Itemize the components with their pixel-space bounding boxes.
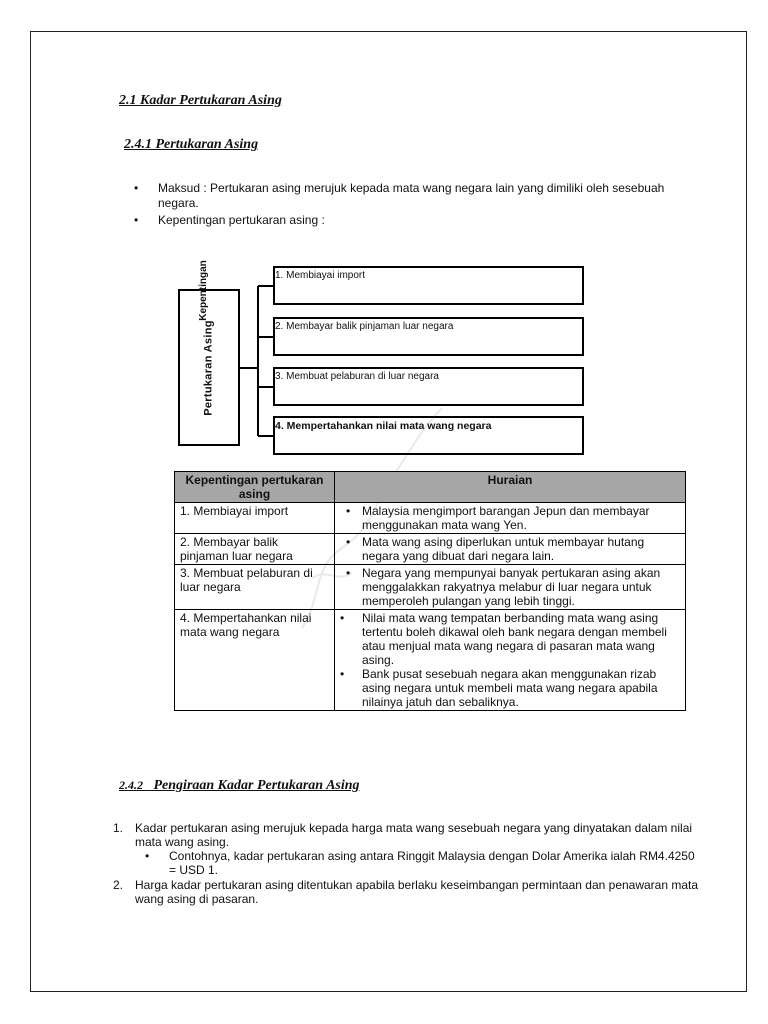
table-cell: 1. Membiayai import [175,503,335,534]
list-item: 1. Kadar pertukaran asing merujuk kepada harga mata wang sesebuah negara yang dinyatakan dalam nilai mata wang asing. • Contohnya, kadar pertukaran asing antara Ringgit Malaysia dengan Dolar Amerika ialah RM4.4250 = USD 1. [113,821,703,877]
list-item: 2. Harga kadar pertukaran asing ditentukan apabila berlaku keseimbangan permintaan dan penawaran mata wang asing di pasaran. [113,878,699,906]
list-item: • Malaysia mengimport barangan Jepun dan membayar menggunakan mata wang Yen. [346,504,650,532]
list-item: • Mata wang asing diperlukan untuk membayar hutang negara yang dibuat dari negara lain. [346,535,645,563]
diagram-root-top-label: Kepentingan [197,259,209,321]
numbered-list [113,821,703,907]
table-cell [335,534,686,565]
subsection-heading: 2.4.1 Pertukaran Asing [124,137,259,152]
table-row [175,503,686,534]
list-item: • Nilai mata wang tempatan berbanding mata wang asing tertentu boleh dikawal oleh bank negara dengan membeli atau menjual mata wang negara di pasaran mata wang asing. [340,611,667,667]
importance-table [174,471,686,711]
table-row [175,610,686,711]
table-cell [335,610,686,711]
diagram-box-1: 1. Membiayai import [273,266,584,305]
subsection2-number: 2.4.2 [119,778,143,792]
list-item: • Bank pusat sesebuah negara akan menggunakan rizab asing negara untuk membeli mata wang negara apabila nilainya jatuh dan sebaliknya. [340,667,658,709]
list-item: • Contohnya, kadar pertukaran asing antara Ringgit Malaysia dengan Dolar Amerika ialah RM4.4250 = USD 1. [145,849,695,877]
diagram-box-2: 2. Membayar balik pinjaman luar negara [273,317,584,356]
table-cell [335,503,686,534]
diagram-box-3: 3. Membuat pelaburan di luar negara [273,367,584,406]
subsection2-heading [119,778,360,794]
list-item: • Kepentingan pertukaran asing : [134,213,325,227]
table-cell: 2. Membayar balik pinjaman luar negara [175,534,335,565]
diagram-root-label: Pertukaran Asing [203,319,216,416]
table-cell: 4. Mempertahankan nilai mata wang negara [175,610,335,711]
table-header-importance: Kepentingan pertukaran asing [175,472,335,503]
intro-bullet-list [131,181,701,230]
table-row [175,534,686,565]
list-item: • Negara yang mempunyai banyak pertukaran asing akan menggalakkan rakyatnya melabur di luar negara untuk memperoleh pulangan yang lebih tinggi. [346,566,661,608]
list-item: • Maksud : Pertukaran asing merujuk kepada mata wang negara lain yang dimiliki oleh sesebuah negara. [134,181,665,210]
table-row [175,565,686,610]
table-cell [335,565,686,610]
section-heading: 2.1 Kadar Pertukaran Asing [119,93,282,108]
table-cell: 3. Membuat pelaburan di luar negara [175,565,335,610]
table-header-explanation: Huraian [335,472,686,503]
subsection2-title: Pengiraan Kadar Pertukaran Asing [153,778,360,793]
diagram-box-4: 4. Mempertahankan nilai mata wang negara [273,416,584,455]
